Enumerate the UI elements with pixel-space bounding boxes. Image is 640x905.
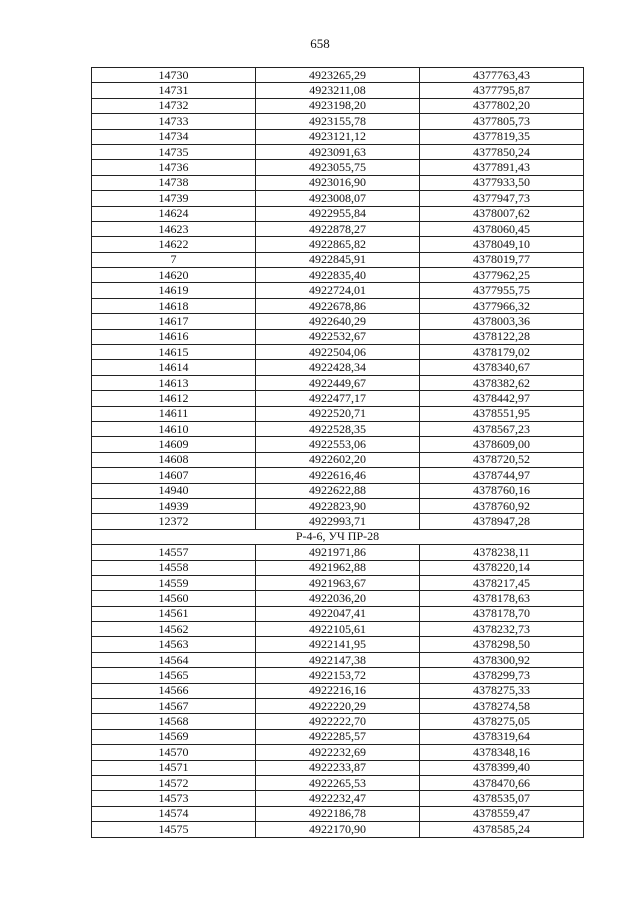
table-row	[92, 822, 584, 837]
table-row	[92, 591, 584, 606]
point-number-cell: 14619	[92, 283, 256, 298]
y-coordinate-cell: 4378274,58	[420, 699, 584, 714]
point-number-cell: 14939	[92, 498, 256, 513]
y-coordinate-cell: 4378382,62	[420, 375, 584, 390]
table-row	[92, 714, 584, 729]
table-row	[92, 452, 584, 467]
table-row	[92, 98, 584, 113]
x-coordinate-cell: 4922622,88	[256, 483, 420, 498]
table-row	[92, 683, 584, 698]
y-coordinate-cell: 4378567,23	[420, 421, 584, 436]
table-row	[92, 129, 584, 144]
y-coordinate-cell: 4378348,16	[420, 745, 584, 760]
point-number-cell: 14563	[92, 637, 256, 652]
y-coordinate-cell: 4377947,73	[420, 191, 584, 206]
point-number-cell: 14731	[92, 83, 256, 98]
table-row	[92, 699, 584, 714]
table-row	[92, 252, 584, 267]
point-number-cell: 14739	[92, 191, 256, 206]
x-coordinate-cell: 4923016,90	[256, 175, 420, 190]
x-coordinate-cell: 4922265,53	[256, 775, 420, 790]
x-coordinate-cell: 4922186,78	[256, 806, 420, 821]
x-coordinate-cell: 4922504,06	[256, 345, 420, 360]
table-row	[92, 391, 584, 406]
x-coordinate-cell: 4922232,69	[256, 745, 420, 760]
x-coordinate-cell: 4922678,86	[256, 298, 420, 313]
point-number-cell: 14736	[92, 160, 256, 175]
x-coordinate-cell: 4922477,17	[256, 391, 420, 406]
point-number-cell: 14610	[92, 421, 256, 436]
coordinates-table	[91, 67, 584, 838]
table-row	[92, 437, 584, 452]
x-coordinate-cell: 4922835,40	[256, 268, 420, 283]
point-number-cell: 14613	[92, 375, 256, 390]
table-row	[92, 545, 584, 560]
table-row	[92, 668, 584, 683]
y-coordinate-cell: 4377802,20	[420, 98, 584, 113]
y-coordinate-cell: 4378060,45	[420, 221, 584, 236]
point-number-cell: 14612	[92, 391, 256, 406]
section-header-row	[92, 529, 584, 544]
y-coordinate-cell: 4378609,00	[420, 437, 584, 452]
x-coordinate-cell: 4922602,20	[256, 452, 420, 467]
table-row	[92, 329, 584, 344]
y-coordinate-cell: 4378947,28	[420, 514, 584, 529]
y-coordinate-cell: 4377805,73	[420, 114, 584, 129]
table-row	[92, 283, 584, 298]
y-coordinate-cell: 4378300,92	[420, 652, 584, 667]
coordinates-table-body	[92, 68, 584, 838]
table-row	[92, 298, 584, 313]
x-coordinate-cell: 4922616,46	[256, 468, 420, 483]
x-coordinate-cell: 4922428,34	[256, 360, 420, 375]
point-number-cell: 12372	[92, 514, 256, 529]
point-number-cell: 14607	[92, 468, 256, 483]
x-coordinate-cell: 4922036,20	[256, 591, 420, 606]
point-number-cell: 14615	[92, 345, 256, 360]
point-number-cell: 14575	[92, 822, 256, 837]
point-number-cell: 14557	[92, 545, 256, 560]
x-coordinate-cell: 4921971,86	[256, 545, 420, 560]
page-number: 658	[310, 36, 330, 51]
y-coordinate-cell: 4377819,35	[420, 129, 584, 144]
y-coordinate-cell: 4378122,28	[420, 329, 584, 344]
point-number-cell: 14608	[92, 452, 256, 467]
point-number-cell: 14734	[92, 129, 256, 144]
table-row	[92, 160, 584, 175]
table-row	[92, 83, 584, 98]
y-coordinate-cell: 4378019,77	[420, 252, 584, 267]
y-coordinate-cell: 4378760,16	[420, 483, 584, 498]
point-number-cell: 14733	[92, 114, 256, 129]
y-coordinate-cell: 4377955,75	[420, 283, 584, 298]
point-number-cell: 14617	[92, 314, 256, 329]
table-row	[92, 775, 584, 790]
table-row	[92, 622, 584, 637]
y-coordinate-cell: 4378007,62	[420, 206, 584, 221]
point-number-cell: 14574	[92, 806, 256, 821]
x-coordinate-cell: 4921963,67	[256, 575, 420, 590]
table-row	[92, 606, 584, 621]
point-number-cell: 14620	[92, 268, 256, 283]
x-coordinate-cell: 4922047,41	[256, 606, 420, 621]
point-number-cell: 14616	[92, 329, 256, 344]
x-coordinate-cell: 4922553,06	[256, 437, 420, 452]
y-coordinate-cell: 4378760,92	[420, 498, 584, 513]
x-coordinate-cell: 4923055,75	[256, 160, 420, 175]
point-number-cell: 14732	[92, 98, 256, 113]
x-coordinate-cell: 4922170,90	[256, 822, 420, 837]
y-coordinate-cell: 4378049,10	[420, 237, 584, 252]
point-number-cell: 14618	[92, 298, 256, 313]
point-number-cell: 14569	[92, 729, 256, 744]
x-coordinate-cell: 4922823,90	[256, 498, 420, 513]
x-coordinate-cell: 4922216,16	[256, 683, 420, 698]
table-row	[92, 745, 584, 760]
x-coordinate-cell: 4923155,78	[256, 114, 420, 129]
table-row	[92, 206, 584, 221]
table-row	[92, 483, 584, 498]
x-coordinate-cell: 4923121,12	[256, 129, 420, 144]
point-number-cell: 7	[92, 252, 256, 267]
y-coordinate-cell: 4377850,24	[420, 144, 584, 159]
y-coordinate-cell: 4378003,36	[420, 314, 584, 329]
point-number-cell: 14623	[92, 221, 256, 236]
point-number-cell: 14562	[92, 622, 256, 637]
y-coordinate-cell: 4377891,43	[420, 160, 584, 175]
x-coordinate-cell: 4922993,71	[256, 514, 420, 529]
y-coordinate-cell: 4378470,66	[420, 775, 584, 790]
table-row	[92, 375, 584, 390]
y-coordinate-cell: 4378178,70	[420, 606, 584, 621]
point-number-cell: 14611	[92, 406, 256, 421]
x-coordinate-cell: 4922865,82	[256, 237, 420, 252]
point-number-cell: 14570	[92, 745, 256, 760]
table-row	[92, 191, 584, 206]
x-coordinate-cell: 4922147,38	[256, 652, 420, 667]
x-coordinate-cell: 4923265,29	[256, 68, 420, 83]
point-number-cell: 14564	[92, 652, 256, 667]
x-coordinate-cell: 4922233,87	[256, 760, 420, 775]
point-number-cell: 14565	[92, 668, 256, 683]
y-coordinate-cell: 4377795,87	[420, 83, 584, 98]
x-coordinate-cell: 4922845,91	[256, 252, 420, 267]
section-label: Р-4-6, УЧ ПР-28	[92, 529, 584, 544]
table-row	[92, 68, 584, 83]
point-number-cell: 14624	[92, 206, 256, 221]
y-coordinate-cell: 4377763,43	[420, 68, 584, 83]
y-coordinate-cell: 4378217,45	[420, 575, 584, 590]
table-row	[92, 560, 584, 575]
y-coordinate-cell: 4378319,64	[420, 729, 584, 744]
x-coordinate-cell: 4922955,84	[256, 206, 420, 221]
point-number-cell: 14614	[92, 360, 256, 375]
table-row	[92, 421, 584, 436]
point-number-cell: 14566	[92, 683, 256, 698]
point-number-cell: 14560	[92, 591, 256, 606]
y-coordinate-cell: 4378178,63	[420, 591, 584, 606]
y-coordinate-cell: 4378220,14	[420, 560, 584, 575]
x-coordinate-cell: 4921962,88	[256, 560, 420, 575]
x-coordinate-cell: 4922640,29	[256, 314, 420, 329]
point-number-cell: 14940	[92, 483, 256, 498]
table-row	[92, 144, 584, 159]
y-coordinate-cell: 4378232,73	[420, 622, 584, 637]
table-row	[92, 221, 584, 236]
x-coordinate-cell: 4922285,57	[256, 729, 420, 744]
y-coordinate-cell: 4378275,33	[420, 683, 584, 698]
point-number-cell: 14573	[92, 791, 256, 806]
x-coordinate-cell: 4922153,72	[256, 668, 420, 683]
table-row	[92, 268, 584, 283]
x-coordinate-cell: 4923008,07	[256, 191, 420, 206]
table-row	[92, 760, 584, 775]
table-row	[92, 175, 584, 190]
x-coordinate-cell: 4922222,70	[256, 714, 420, 729]
y-coordinate-cell: 4377933,50	[420, 175, 584, 190]
table-row	[92, 237, 584, 252]
y-coordinate-cell: 4377966,32	[420, 298, 584, 313]
y-coordinate-cell: 4378238,11	[420, 545, 584, 560]
x-coordinate-cell: 4923211,08	[256, 83, 420, 98]
point-number-cell: 14622	[92, 237, 256, 252]
x-coordinate-cell: 4922105,61	[256, 622, 420, 637]
y-coordinate-cell: 4378275,05	[420, 714, 584, 729]
y-coordinate-cell: 4378551,95	[420, 406, 584, 421]
table-row	[92, 345, 584, 360]
point-number-cell: 14568	[92, 714, 256, 729]
x-coordinate-cell: 4922141,95	[256, 637, 420, 652]
table-row	[92, 514, 584, 529]
x-coordinate-cell: 4922520,71	[256, 406, 420, 421]
table-row	[92, 406, 584, 421]
x-coordinate-cell: 4922220,29	[256, 699, 420, 714]
point-number-cell: 14735	[92, 144, 256, 159]
table-row	[92, 806, 584, 821]
x-coordinate-cell: 4922724,01	[256, 283, 420, 298]
y-coordinate-cell: 4378442,97	[420, 391, 584, 406]
y-coordinate-cell: 4378535,07	[420, 791, 584, 806]
table-row	[92, 314, 584, 329]
point-number-cell: 14572	[92, 775, 256, 790]
y-coordinate-cell: 4378720,52	[420, 452, 584, 467]
x-coordinate-cell: 4922878,27	[256, 221, 420, 236]
x-coordinate-cell: 4923198,20	[256, 98, 420, 113]
table-row	[92, 468, 584, 483]
point-number-cell: 14571	[92, 760, 256, 775]
x-coordinate-cell: 4922528,35	[256, 421, 420, 436]
y-coordinate-cell: 4378179,02	[420, 345, 584, 360]
table-row	[92, 360, 584, 375]
table-row	[92, 652, 584, 667]
table-row	[92, 729, 584, 744]
y-coordinate-cell: 4378399,40	[420, 760, 584, 775]
y-coordinate-cell: 4378559,47	[420, 806, 584, 821]
table-row	[92, 498, 584, 513]
y-coordinate-cell: 4377962,25	[420, 268, 584, 283]
y-coordinate-cell: 4378298,50	[420, 637, 584, 652]
table-row	[92, 575, 584, 590]
table-row	[92, 637, 584, 652]
point-number-cell: 14738	[92, 175, 256, 190]
x-coordinate-cell: 4922232,47	[256, 791, 420, 806]
point-number-cell: 14561	[92, 606, 256, 621]
table-row	[92, 791, 584, 806]
x-coordinate-cell: 4922532,67	[256, 329, 420, 344]
point-number-cell: 14730	[92, 68, 256, 83]
y-coordinate-cell: 4378744,97	[420, 468, 584, 483]
point-number-cell: 14559	[92, 575, 256, 590]
y-coordinate-cell: 4378585,24	[420, 822, 584, 837]
x-coordinate-cell: 4923091,63	[256, 144, 420, 159]
y-coordinate-cell: 4378299,73	[420, 668, 584, 683]
point-number-cell: 14567	[92, 699, 256, 714]
point-number-cell: 14609	[92, 437, 256, 452]
x-coordinate-cell: 4922449,67	[256, 375, 420, 390]
point-number-cell: 14558	[92, 560, 256, 575]
table-row	[92, 114, 584, 129]
y-coordinate-cell: 4378340,67	[420, 360, 584, 375]
